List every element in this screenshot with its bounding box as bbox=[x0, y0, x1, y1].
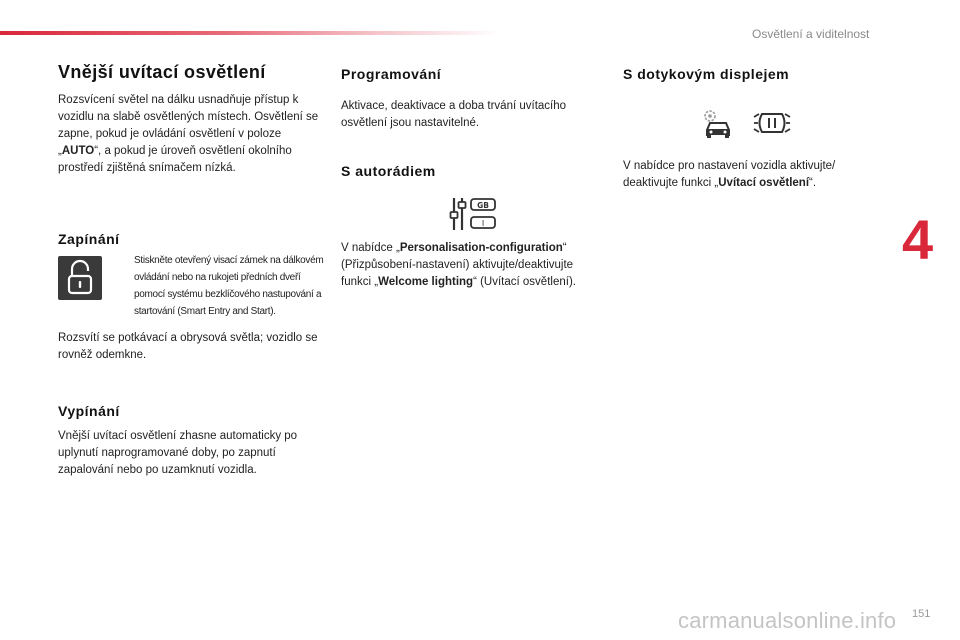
intro-text-1: Rozsvícení světel na dálku usnadňuje přístup k vozidlu na slabě osvětlených místech. Osvětlení se zapne, pokud je ovládání osvětlení v poloze „ bbox=[58, 94, 319, 157]
column-programming bbox=[341, 66, 603, 288]
watermark: carmanualsonline.info bbox=[678, 608, 897, 633]
section-title-exterior-lighting: Vnější uvítací osvětlení bbox=[58, 62, 266, 82]
radio-text-3: “ (Uvítací osvětlení). bbox=[473, 276, 576, 288]
padlock-open-icon bbox=[58, 256, 102, 300]
on-result-text: Rozsvítí se potkávací a obrysová světla; vozidlo se rovněž odemkne. bbox=[58, 332, 318, 361]
radio-bold-function: Welcome lighting bbox=[378, 276, 474, 288]
section-title-programming: Programování bbox=[341, 66, 442, 82]
touch-text-1: V nabídce pro nastavení vozidla aktivujte/ deaktivujte funkci „ bbox=[623, 160, 836, 189]
radio-icon-label-i: I bbox=[481, 219, 485, 228]
page-number: 151 bbox=[912, 608, 931, 620]
vehicle-settings-icon bbox=[701, 106, 735, 140]
radio-text-2: “ (Přizpůsobení-nastavení) aktivujte/deaktivujte funkci „ bbox=[341, 242, 574, 288]
column-touchscreen bbox=[623, 66, 873, 189]
touch-bold-function: Uvítací osvětlení bbox=[718, 177, 810, 189]
radio-settings-icon bbox=[449, 196, 497, 232]
chapter-number: 4 bbox=[902, 208, 934, 271]
section-title-off: Vypínání bbox=[58, 403, 120, 419]
column-exterior-lighting bbox=[58, 62, 328, 476]
intro-paragraph bbox=[58, 92, 320, 177]
radio-text-1: V nabídce „ bbox=[341, 242, 400, 254]
touch-text-2: “. bbox=[809, 177, 817, 189]
touchscreen-instruction bbox=[623, 158, 868, 192]
welcome-lighting-icon bbox=[753, 106, 791, 140]
intro-bold-auto: AUTO bbox=[61, 145, 95, 157]
chapter-title: Osvětlení a viditelnost bbox=[752, 27, 870, 41]
programming-text: Aktivace, deaktivace a doba trvání uvítacího osvětlení jsou nastavitelné. bbox=[341, 100, 567, 129]
section-title-touchscreen: S dotykovým displejem bbox=[623, 66, 790, 82]
section-title-radio: S autorádiem bbox=[341, 163, 436, 179]
header-accent-bar bbox=[0, 31, 500, 35]
bullet-text-unlock: Stiskněte otevřený visací zámek na dálkovém ovládání nebo na rukojeti předních dveří pomocí systému bezklíčového nastupování a startování (Smart Entry and Start). bbox=[134, 255, 324, 317]
radio-bold-menu: Personalisation-configuration bbox=[399, 242, 563, 254]
off-text: Vnější uvítací osvětlení zhasne automaticky po uplynutí naprogramované doby, po zapnutí zapalování nebo po uzamknutí vozidla. bbox=[58, 430, 298, 476]
radio-instruction bbox=[341, 240, 601, 291]
section-title-on: Zapínání bbox=[58, 231, 120, 247]
intro-text-2: “, a pokud je úroveň osvětlení okolního prostředí zjištěná snímačem nízká. bbox=[58, 145, 292, 174]
radio-icon-label-gb: GB bbox=[477, 201, 489, 210]
